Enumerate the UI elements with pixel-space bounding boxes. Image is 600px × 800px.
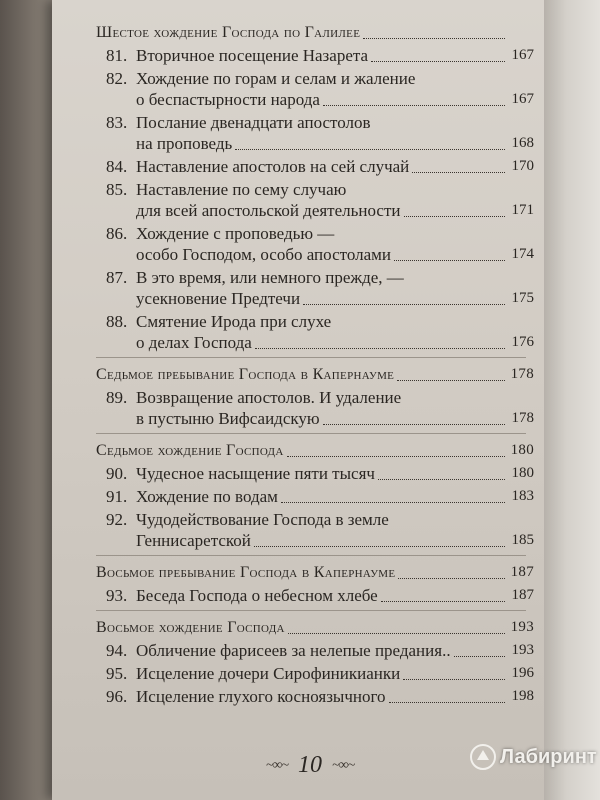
toc-entry bbox=[106, 68, 534, 110]
entry-title-line: Исцеление глухого косноязычного bbox=[136, 687, 386, 706]
section-title: Восьмое пребывание Господа в Капернауме bbox=[96, 564, 396, 581]
entry-page-number: 168 bbox=[511, 135, 534, 151]
entry-title-line: Обличение фарисеев за нелепые предания.. bbox=[136, 641, 451, 660]
section-heading bbox=[96, 364, 534, 385]
leader-dots bbox=[381, 601, 505, 602]
entry-page-number: 171 bbox=[511, 202, 534, 218]
entry-title-line: Смятение Ирода при слухе bbox=[136, 312, 332, 331]
entry-page-number: 170 bbox=[511, 158, 534, 174]
entry-page-number: 167 bbox=[511, 47, 534, 63]
labirint-logo-icon bbox=[470, 744, 496, 770]
leader-dots bbox=[412, 172, 505, 173]
leader-dots bbox=[287, 456, 505, 457]
toc-entry bbox=[106, 585, 534, 606]
entry-number: 94. bbox=[106, 641, 128, 660]
entry-number: 87. bbox=[106, 268, 128, 287]
entry-title-line: на проповедь bbox=[136, 134, 233, 153]
section-page-number: 187 bbox=[510, 564, 534, 580]
page-edge bbox=[544, 0, 600, 800]
leader-dots bbox=[235, 149, 505, 150]
section-title: Седьмое пребывание Господа в Капернауме bbox=[96, 366, 395, 383]
toc-entry bbox=[106, 686, 534, 707]
entry-title-line: Наставление по сему случаю bbox=[136, 180, 347, 199]
toc-entry bbox=[106, 486, 534, 507]
entry-number: 92. bbox=[106, 510, 128, 529]
entry-number: 85. bbox=[106, 180, 128, 199]
leader-dots bbox=[454, 656, 505, 657]
leader-dots bbox=[397, 380, 505, 381]
entry-number: 88. bbox=[106, 312, 128, 331]
watermark bbox=[470, 744, 597, 770]
entry-title-line: усекновение Предтечи bbox=[136, 289, 301, 308]
toc-entry bbox=[106, 179, 534, 221]
entry-title-line: Геннисаретской bbox=[136, 531, 251, 550]
entry-title-line: Чудесное насыщение пяти тысяч bbox=[136, 464, 375, 483]
leader-dots bbox=[378, 479, 505, 480]
entry-page-number: 175 bbox=[511, 290, 534, 306]
entry-number: 81. bbox=[106, 46, 128, 65]
leader-dots bbox=[389, 702, 505, 703]
entry-page-number: 193 bbox=[511, 642, 534, 658]
entry-title-line: Чудодействование Господа в земле bbox=[136, 510, 389, 529]
toc-entry bbox=[106, 387, 534, 429]
ornament-left-icon: ~∞~ bbox=[265, 757, 288, 773]
section-title: Седьмое хождение Господа bbox=[96, 442, 284, 459]
section-heading bbox=[96, 22, 534, 43]
section-heading bbox=[96, 617, 534, 638]
entry-title-line: Хождение по водам bbox=[136, 487, 278, 506]
entry-title-line: Хождение по горам и селам и жаление bbox=[136, 69, 416, 88]
leader-dots bbox=[323, 105, 505, 106]
entry-title-line: о беспастырности народа bbox=[136, 90, 320, 109]
section-divider bbox=[96, 433, 526, 434]
toc-entry bbox=[106, 223, 534, 265]
entry-page-number: 176 bbox=[511, 334, 534, 350]
entry-title-line: Хождение с проповедью — bbox=[136, 224, 335, 243]
leader-dots bbox=[323, 424, 505, 425]
section-page-number: 193 bbox=[510, 619, 534, 635]
entry-page-number: 187 bbox=[511, 587, 534, 603]
entry-number: 95. bbox=[106, 664, 128, 683]
ornament-right-icon: ~∞~ bbox=[332, 757, 355, 773]
section-heading bbox=[96, 562, 534, 583]
entry-number: 86. bbox=[106, 224, 128, 243]
entry-page-number: 180 bbox=[511, 465, 534, 481]
leader-dots bbox=[398, 578, 505, 579]
entry-number: 83. bbox=[106, 113, 128, 132]
entry-title-line: Беседа Господа о небесном хлебе bbox=[136, 586, 378, 605]
entry-page-number: 185 bbox=[511, 532, 534, 548]
entry-number: 91. bbox=[106, 487, 128, 506]
toc-entry bbox=[106, 45, 534, 66]
entry-number: 84. bbox=[106, 157, 128, 176]
leader-dots bbox=[363, 38, 505, 39]
entry-page-number: 178 bbox=[511, 410, 534, 426]
entry-title-line: В это время, или немного прежде, — bbox=[136, 268, 404, 287]
section-page-number: 178 bbox=[510, 366, 534, 382]
toc-entry bbox=[106, 112, 534, 154]
toc-entry bbox=[106, 663, 534, 684]
leader-dots bbox=[288, 633, 505, 634]
section-divider bbox=[96, 357, 526, 358]
section-page-number: 180 bbox=[510, 442, 534, 458]
entry-page-number: 174 bbox=[511, 246, 534, 262]
leader-dots bbox=[303, 304, 505, 305]
entry-number: 96. bbox=[106, 687, 128, 706]
entry-page-number: 167 bbox=[511, 91, 534, 107]
leader-dots bbox=[281, 502, 505, 503]
leader-dots bbox=[371, 61, 505, 62]
entry-title-line: в пустыню Вифсаидскую bbox=[136, 409, 320, 428]
toc-entry bbox=[106, 509, 534, 551]
leader-dots bbox=[255, 348, 505, 349]
entry-number: 93. bbox=[106, 586, 128, 605]
page-footer bbox=[230, 752, 390, 779]
entry-title-line: Исцеление дочери Сирофиникианки bbox=[136, 664, 401, 683]
toc-entry bbox=[106, 311, 534, 353]
leader-dots bbox=[403, 679, 505, 680]
entry-title-line: Возвращение апостолов. И удаление bbox=[136, 388, 402, 407]
entry-title-line: Наставление апостолов на сей случай bbox=[136, 157, 410, 176]
toc-entry bbox=[106, 640, 534, 661]
entry-page-number: 198 bbox=[511, 688, 534, 704]
toc-entry bbox=[106, 267, 534, 309]
entry-number: 89. bbox=[106, 388, 128, 407]
section-title: Шестое хождение Господа по Галилее bbox=[96, 24, 361, 41]
section-divider bbox=[96, 610, 526, 611]
page-number: 10 bbox=[298, 752, 322, 778]
entry-title-line: особо Господом, особо апостолами bbox=[136, 245, 391, 264]
entry-page-number: 183 bbox=[511, 488, 534, 504]
entry-title-line: Послание двенадцати апостолов bbox=[136, 113, 371, 132]
leader-dots bbox=[404, 216, 506, 217]
table-of-contents bbox=[92, 22, 534, 707]
entry-number: 82. bbox=[106, 69, 128, 88]
section-heading bbox=[96, 440, 534, 461]
entry-title-line: Вторичное посещение Назарета bbox=[136, 46, 369, 65]
section-title: Восьмое хождение Господа bbox=[96, 619, 285, 636]
entry-page-number: 196 bbox=[511, 665, 534, 681]
watermark-text: Лабиринт bbox=[500, 745, 597, 768]
leader-dots bbox=[254, 546, 505, 547]
toc-entry bbox=[106, 463, 534, 484]
entry-number: 90. bbox=[106, 464, 128, 483]
toc-entry bbox=[106, 156, 534, 177]
entry-title-line: о делах Господа bbox=[136, 333, 252, 352]
leader-dots bbox=[394, 260, 505, 261]
entry-title-line: для всей апостольской деятельности bbox=[136, 201, 401, 220]
section-divider bbox=[96, 555, 526, 556]
